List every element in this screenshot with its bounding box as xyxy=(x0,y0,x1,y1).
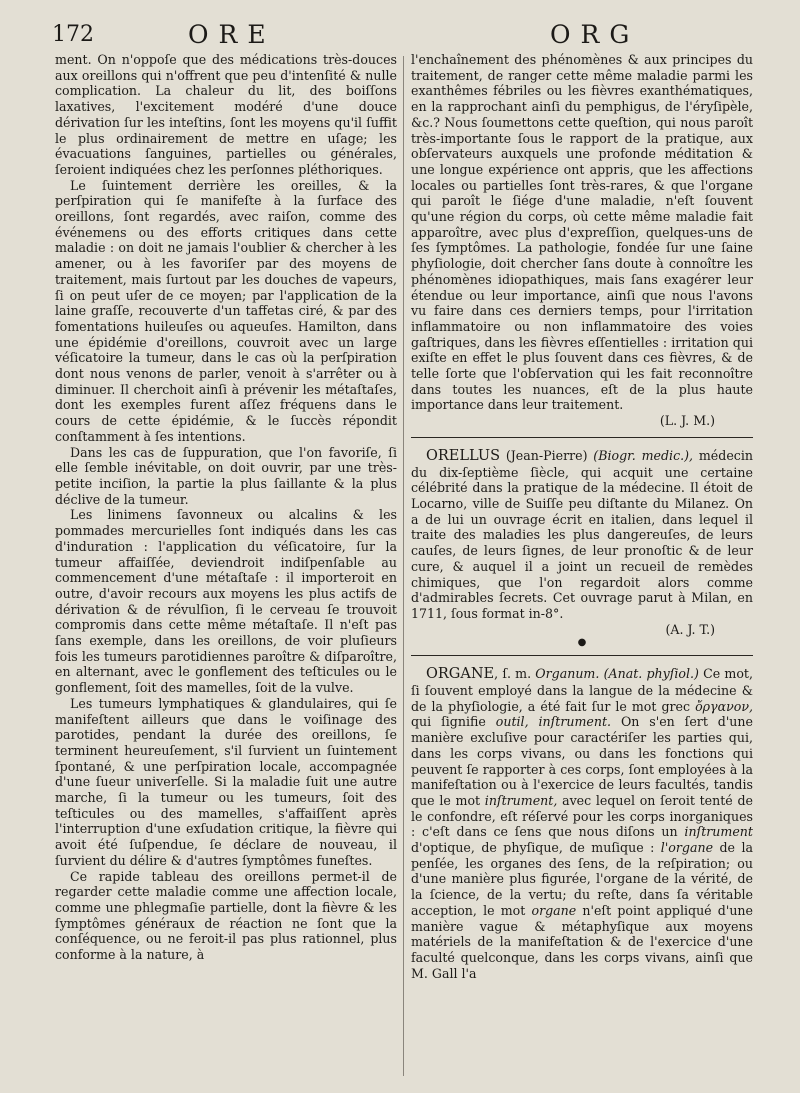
paragraph: Les tumeurs lymphatiques & glandulaires, qui ſe manifeſtent ailleurs que dans le voiſinage des parotides, pendant la durée des oreillons, ſe terminent heureuſement, s'il ſurvient un ſuintement ſpontané, & une perſpiration locale, accompagnée d'une ſueur univerſelle. Si la maladie ſuit une autre marche, ſi la tumeur ou les tumeurs, ſoit des teſticules ou des mamelles, s'affaiſſent après l'interruption d'une exſudation critique, la fièvre qui avoit été ſuſpendue, ſe déclare de nouveau, il ſurvient du délire & d'autres ſymptômes funeſtes. xyxy=(55,695,397,868)
greek-term: ὄργανον, xyxy=(695,698,753,714)
column-divider xyxy=(403,56,404,1076)
paragraph: Les linimens ſavonneux ou alcalins & les pommades mercurielles ſont indiqués dans les cas d'induration : l'application du véſicatoire, ſur la tumeur affaiſſée, deviendroit indiſpenſable au commencement d'une métaſtaſe : il importeroit en outre, d'avoir recours aux moyens les plus actifs de dérivation & de révulſion, ſi le cerveau ſe trouvoit compromis dans cette même métaſtaſe. Il n'eſt pas ſans exemple, dans les oreillons, de voir pluſieurs fois les tumeurs parotidiennes paroître & diſparoître, en alternant, avec le gonflement des teſticules ou le gonflement, ſoit des mamelles, ſoit de la vulve. xyxy=(55,507,397,696)
entry-text: Ce mot, ſi ſouvent employé dans la langue de la médecine & de la phyſiologie, a été fait ſur le mot grec xyxy=(411,666,753,714)
entry-text: On s'en ſert d'une manière excluſive pour caractériſer les parties qui, dans les corps vivans, ou dans les fonctions qui peuvent ſe rapporter à ces corps, ſont employées à la manifeſtation ou à l'exercice de leurs facultés, tandis que le mot xyxy=(411,714,753,808)
entry-separator xyxy=(411,437,753,438)
right-column xyxy=(411,52,753,981)
entry-text: d'optique, de phyſique, de muſique : xyxy=(411,840,655,856)
entry-headword: ORGANE xyxy=(426,666,495,683)
running-head-left: ORE xyxy=(188,20,276,49)
entry-text: qui ſignifie xyxy=(411,714,486,730)
entry-gender: , ſ. m. xyxy=(494,666,532,682)
author-signature: (A. J. T.) xyxy=(665,621,715,637)
paragraph: Dans les cas de ſuppuration, que l'on favoriſe, ſi elle ſemble inévitable, on doit ouvrir, par une très-petite inciſion, la partie la plus ſaillante & la plus déclive de la tumeur. xyxy=(55,444,397,507)
entry-person-name: (Jean-Pierre) xyxy=(505,447,588,463)
paragraph: l'enchaînement des phénomènes & aux principes du traitement, de ranger cette même maladie parmi les exanthêmes fébriles ou les fièvres exanthématiques, en la rapprochant ainſi du pemphigus, de l'éryſipèle, &c.? Nous ſoumettons cette queſtion, qui nous paroît très-importante ſous le rapport de la pratique, aux obſervateurs auxquels une profonde méditation & une longue expérience ont appris, que les affections locales ou partielles ſont très-rares, & que l'organe qui paroît le ſiége d'une maladie, n'eſt ſouvent qu'une région du corps, où cette même maladie fait apparoître, avec plus d'expreſſion, quelques-uns de ſes ſymptômes. La pathologie, fondée ſur une ſaine phyſiologie, doit chercher ſans doute à connoître les phénomènes idiopathiques, mais ſans exagérer leur étendue ou leur importance, ainſi que nous l'avons vu faire dans ces derniers temps, pour l'irritation inflammatoire ou non inflammatoire des voies gaſtriques, dans les fièvres eſſentielles : irritation qui exiſte en effet le plus ſouvent dans ces fièvres, & de telle ſorte que l'obſervation qui les fait reconnoître dans toutes les nuances, eſt de la plus haute importance dans leur traitement. xyxy=(411,52,753,413)
page-number: 172 xyxy=(52,22,94,47)
entry-text: n'eſt point appliqué d'une manière vague & métaphyſique aux moyens matériels de la manifeſtation & de l'exercice d'une faculté quelconque, dans les corps vivans, ainſi que M. Gall l'a xyxy=(411,902,753,981)
entry-orellus xyxy=(411,448,753,622)
italic-term: organe xyxy=(531,902,577,918)
entry-latin-term: Organum. xyxy=(535,666,600,682)
paragraph: Le ſuintement derrière les oreilles, & la perſpiration qui ſe manifeſte à la ſurface des oreillons, ſont regardés, avec raiſon, comme des événemens ou des efforts critiques dans cette maladie : on doit ne jamais l'oublier & chercher à les amener, ou à les favoriſer par des moyens de traitement, mais ſurtout par les douches de vapeurs, ſi on peut uſer de ce moyen; par l'application de la laine graſſe, recouverte d'un taffetas ciré, & par des fomentations huileuſes ou aqueuſes. Hamilton, dans une épidémie d'oreillons, couvroit avec un large véſicatoire la tumeur, dans le cas où la perſpiration dont nous venons de parler, venoit à s'arrêter ou à diminuer. Il cherchoit ainſi à prévenir les métaſtaſes, dont les exemples furent aſſez fréquens dans le cours de cette épidémie, & le ſuccès répondit conſtamment à ſes intentions. xyxy=(55,177,397,444)
entry-category: (Biogr. medic.), xyxy=(593,447,694,463)
entry-text: avec lequel on ſeroit tenté de le confondre, eſt réſervé pour les corps inorganiques : c'eſt dans ce ſens que nous diſons un xyxy=(411,792,753,840)
author-signature: (L. J. M.) xyxy=(659,413,715,429)
italic-term: inſtrument xyxy=(684,824,753,840)
italic-term: inſtrument, xyxy=(484,792,558,808)
gloss-term: outil, inſtrument. xyxy=(495,714,612,730)
entry-separator xyxy=(411,655,753,656)
running-head-right: ORG xyxy=(550,20,640,49)
paragraph: ment. On n'oppoſe que des médications très-douces aux oreillons qui n'offrent que peu d'intenſité & nulle complication. La chaleur du lit, des boiſſons laxatives, l'excitement modéré d'une douce dérivation ſur les inteſtins, ſont les moyens qu'il ſuffit le plus ordinairement de mettre en uſage; les évacuations ſanguines, partielles ou générales, ſeroient indiquées chez les perſonnes pléthoriques. xyxy=(55,52,397,177)
entry-headword: ORELLUS xyxy=(426,447,501,464)
entry-organe xyxy=(411,666,753,981)
paragraph: Ce rapide tableau des oreillons permet-il de regarder cette maladie comme une affection locale, comme une phlegmaſie partielle, dont la fièvre & les ſymptômes généraux de réaction ne ſont que la conſéquence, ou ne feroit-il pas plus rationnel, plus conforme à la nature, à xyxy=(55,868,397,963)
entry-category: (Anat. phyſiol.) xyxy=(603,666,699,682)
left-column xyxy=(55,52,397,963)
page-header xyxy=(50,20,765,50)
italic-term: l'organe xyxy=(660,840,714,856)
entry-text: de la penſée, les organes des ſens, de la reſpiration; ou d'une manière plus figurée, l'organe de la vérité, de la ſcience, de la vertu; du reſte, dans ſa véritable acception, le mot xyxy=(411,840,753,918)
bullet-ornament: ● xyxy=(577,637,587,649)
entry-text: médecin du dix-ſeptième ſiècle, qui acquit une certaine célébrité dans la pratique de la médecine. Il étoit de Locarno, ville de Suiſſe peu diſtante du Milanez. On a de lui un ouvrage écrit en italien, dans lequel il traite des maladies les plus dangereuſes, de leurs cauſes, de leurs ſignes, de leur pronoſtic & de leur cure, & auquel il a joint un recueil de remèdes chimiques, que l'on regardoit alors comme d'admirables ſecrets. Cet ouvrage parut à Milan, en 1711, ſous format in-8°. xyxy=(411,447,753,621)
